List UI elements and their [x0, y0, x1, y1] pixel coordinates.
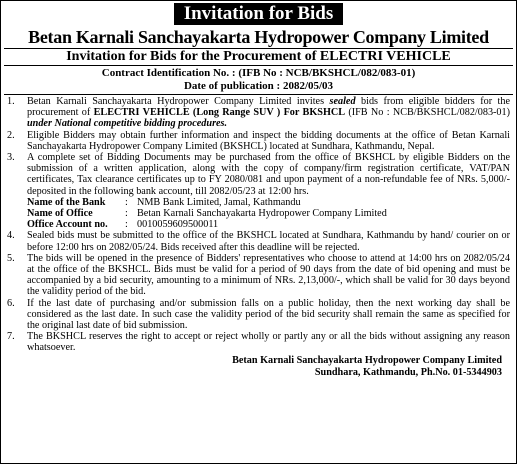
clause-text: The bids will be opened in the presence of Bidders' representatives who choose to attend at 14:00 hrs on 2082/05/24 at the office of the BKSHCL. Bids must be valid for a period of 90 days from the date of bid opening and must be accompanied by a bid security, amounting to a minimum of NRs. 2,13,000/-, which shall be valid for 30 days beyond the validity period of the bid. [27, 252, 510, 298]
clause-1-item: ELECTRI VEHICLE (Long Range SUV ) For BKSHCL [93, 107, 346, 119]
clause-1 [5, 96, 510, 130]
clause-text: Eligible Bidders may obtain further information and inspect the bidding documents at the office of Betan Karnali Sanchayakarta Hydropower Company Limited (BKSHCL) located at Sundhara, Kathmandu, Nepal. [27, 129, 510, 152]
office-sep: : [125, 208, 128, 220]
bank-label: Name of the Bank [27, 196, 106, 208]
office-value: Betan Karnali Sanchayakarta Hydropower Company Limited [137, 208, 387, 220]
banner-wrap [1, 1, 516, 25]
clause-text [27, 96, 510, 130]
clause-3 [5, 152, 510, 230]
clause-number: 5. [7, 252, 15, 264]
procurement-title: Invitation for Bids for the Procurement of ELECTRI VEHICLE [4, 48, 513, 66]
clause-4 [5, 230, 510, 252]
clause-number: 1. [7, 96, 15, 107]
clause-list [1, 96, 516, 354]
bank-sep: : [125, 196, 128, 208]
footer-company: Betan Karnali Sanchayakarta Hydropower Company Limited [232, 354, 502, 366]
clause-number: 2. [7, 129, 15, 141]
clause-text: The BKSHCL reserves the right to accept or reject wholly or partly any or all the bids without assigning any reason whatsoever. [27, 331, 510, 354]
account-label: Office Account no. [27, 219, 108, 231]
bank-value: NMB Bank Limited, Jamal, Kathmandu [137, 196, 301, 208]
clause-7 [5, 331, 510, 353]
notice-banner: Invitation for Bids [174, 3, 344, 25]
clause-number: 7. [7, 331, 15, 343]
divider [4, 94, 513, 95]
clause-6 [5, 298, 510, 332]
clause-5 [5, 253, 510, 298]
clause-text [27, 152, 510, 230]
clause-1-sealed: sealed [329, 96, 356, 107]
clause-number: 6. [7, 297, 15, 309]
clause-1-part: Betan Karnali Sanchayakarta Hydropower Company Limited invites [27, 96, 330, 107]
clause-text: Sealed bids must be submitted to the office of the BKSHCL located at Sundhara, Kathmandu by hand/ courier on or before 12:00 hrs on 2082/05/24. Bids received after this deadline will be rejected. [27, 230, 510, 253]
office-label: Name of Office [27, 208, 93, 220]
bank-details [27, 197, 510, 231]
clause-1-procedure: under National competitive bidding procedures. [27, 118, 228, 130]
clause-2 [5, 130, 510, 152]
clause-number: 3. [7, 152, 15, 164]
contract-id: Contract Identification No. : (IFB No : NCB/BKSHCL/082/083-01) [101, 67, 416, 79]
account-value: 0010059609500011 [137, 219, 219, 231]
company-name: Betan Karnali Sanchayakarta Hydropower Company Limited [28, 27, 489, 47]
footer-signature [1, 355, 516, 379]
clause-3-body: A complete set of Bidding Documents may be purchased from the office of BKSHCL by eligible Bidders on the submission of a written application, along with the copy of company/firm registration certificate, VAT/PAN certificates, Tax clearance certificates up to FY 2080/081 and upon payment of a non-refundable fee of NRs. 5,000/- deposited in the following bank account, till 2082/05/23 at 12:00 hrs. [27, 152, 510, 197]
clause-number: 4. [7, 230, 15, 242]
clause-text: If the last date of purchasing and/or submission falls on a public holiday, then the next working day shall be considered as the last date. In such case the validity period of the bid security shall remain the same as specified for the original last date of bid submission. [27, 297, 510, 332]
publication-date: Date of publication : 2082/05/03 [183, 80, 334, 92]
footer-address: Sundhara, Kathmandu, Ph.No. 01-5344903 [314, 366, 502, 378]
clause-1-part: bids from eligible bidders for the procurement of [27, 96, 511, 119]
clause-1-ifb: (IFB No : NCB/BKSHCL/082/083-01) [345, 107, 511, 119]
account-sep: : [125, 219, 128, 231]
